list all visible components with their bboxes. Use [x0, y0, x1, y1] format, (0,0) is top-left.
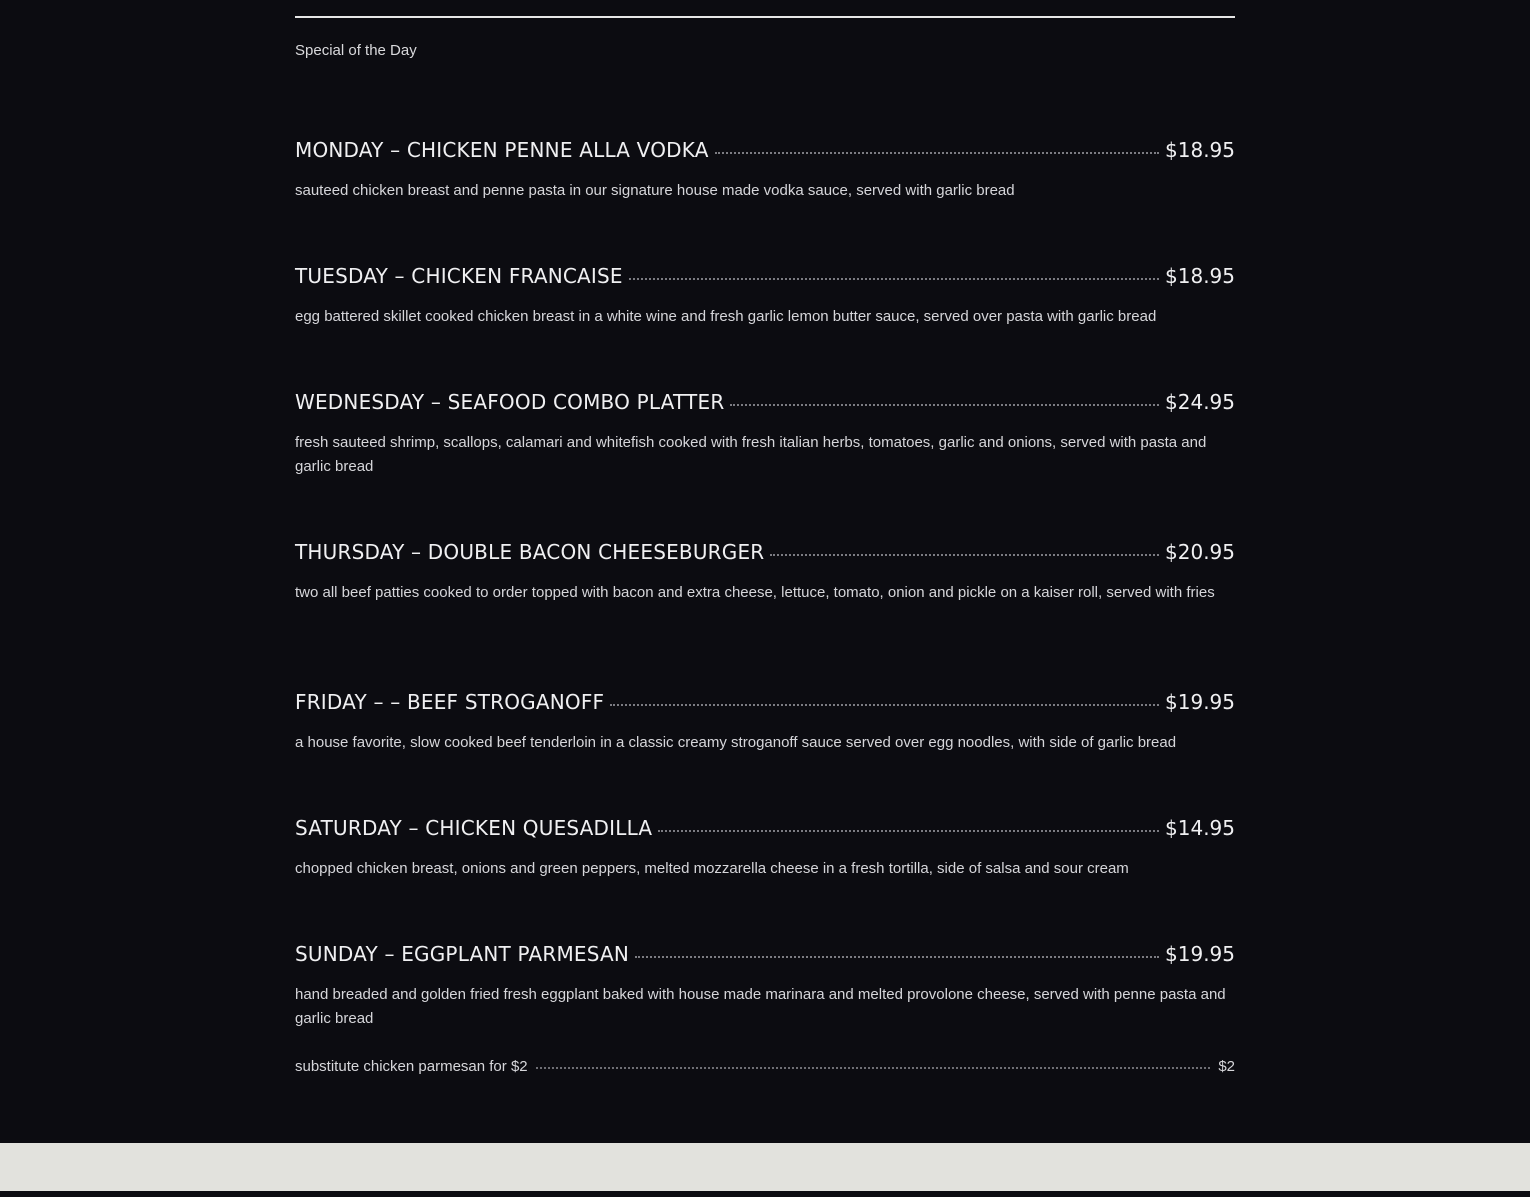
addon-price: $2	[1218, 1058, 1235, 1075]
dot-leader	[536, 1059, 1211, 1069]
menu-item-header	[295, 264, 1235, 292]
menu-item-header	[295, 390, 1235, 418]
dot-leader	[770, 544, 1159, 556]
addon-label: substitute chicken parmesan for $2	[295, 1058, 528, 1075]
menu-item-description: a house favorite, slow cooked beef tenderloin in a classic creamy stroganoff sauce served over egg noodles, with side of garlic bread	[295, 734, 1177, 751]
dot-leader	[715, 142, 1159, 154]
menu-addon-option	[295, 1058, 1235, 1075]
footer-edge	[0, 1191, 1530, 1197]
top-divider	[295, 16, 1235, 18]
menu-item-name: SATURDAY – CHICKEN QUESADILLA	[295, 816, 653, 840]
menu-item-price: $18.95	[1165, 264, 1235, 288]
section-title: Special of the Day	[295, 42, 417, 59]
menu-item-thursday	[295, 540, 1235, 605]
dot-leader	[730, 394, 1159, 406]
menu-item-tuesday	[295, 264, 1235, 329]
menu-item-name: TUESDAY – CHICKEN FRANCAISE	[295, 264, 623, 288]
menu-item-header	[295, 816, 1235, 844]
menu-item-price: $19.95	[1165, 690, 1235, 714]
menu-item-description: chopped chicken breast, onions and green peppers, melted mozzarella cheese in a fresh tortilla, side of salsa and sour cream	[295, 860, 1129, 877]
menu-item-header	[295, 942, 1235, 970]
menu-item-saturday	[295, 816, 1235, 881]
footer-band	[0, 1143, 1530, 1191]
menu-item-description: two all beef patties cooked to order topped with bacon and extra cheese, lettuce, tomato, onion and pickle on a kaiser roll, served with fries	[295, 584, 1215, 601]
menu-item-price: $19.95	[1165, 942, 1235, 966]
menu-item-header	[295, 138, 1235, 166]
menu-item-sunday	[295, 942, 1235, 1031]
menu-item-name: WEDNESDAY – SEAFOOD COMBO PLATTER	[295, 390, 725, 414]
menu-item-wednesday	[295, 390, 1235, 479]
menu-item-header	[295, 690, 1235, 718]
menu-item-description: egg battered skillet cooked chicken breast in a white wine and fresh garlic lemon butter sauce, served over pasta with garlic bread	[295, 308, 1157, 325]
menu-item-price: $18.95	[1165, 138, 1235, 162]
menu-item-name: SUNDAY – EGGPLANT PARMESAN	[295, 942, 630, 966]
menu-item-price: $20.95	[1165, 540, 1235, 564]
menu-item-name: FRIDAY – – BEEF STROGANOFF	[295, 690, 605, 714]
menu-item-friday	[295, 690, 1235, 755]
menu-item-monday	[295, 138, 1235, 203]
menu-item-description: fresh sauteed shrimp, scallops, calamari and whitefish cooked with fresh italian herbs, tomatoes, garlic and onions, served with pasta and garlic bread	[295, 434, 1207, 475]
menu-item-price: $24.95	[1165, 390, 1235, 414]
dot-leader	[610, 694, 1159, 706]
menu-item-price: $14.95	[1165, 816, 1235, 840]
menu-item-description: sauteed chicken breast and penne pasta in our signature house made vodka sauce, served with garlic bread	[295, 182, 1015, 199]
menu-item-description: hand breaded and golden fried fresh eggplant baked with house made marinara and melted provolone cheese, served with penne pasta and garlic bread	[295, 986, 1226, 1027]
dot-leader	[635, 946, 1159, 958]
menu-item-header	[295, 540, 1235, 568]
dot-leader	[629, 268, 1159, 280]
dot-leader	[658, 820, 1159, 832]
menu-item-name: THURSDAY – DOUBLE BACON CHEESEBURGER	[295, 540, 765, 564]
menu-item-name: MONDAY – CHICKEN PENNE ALLA VODKA	[295, 138, 709, 162]
